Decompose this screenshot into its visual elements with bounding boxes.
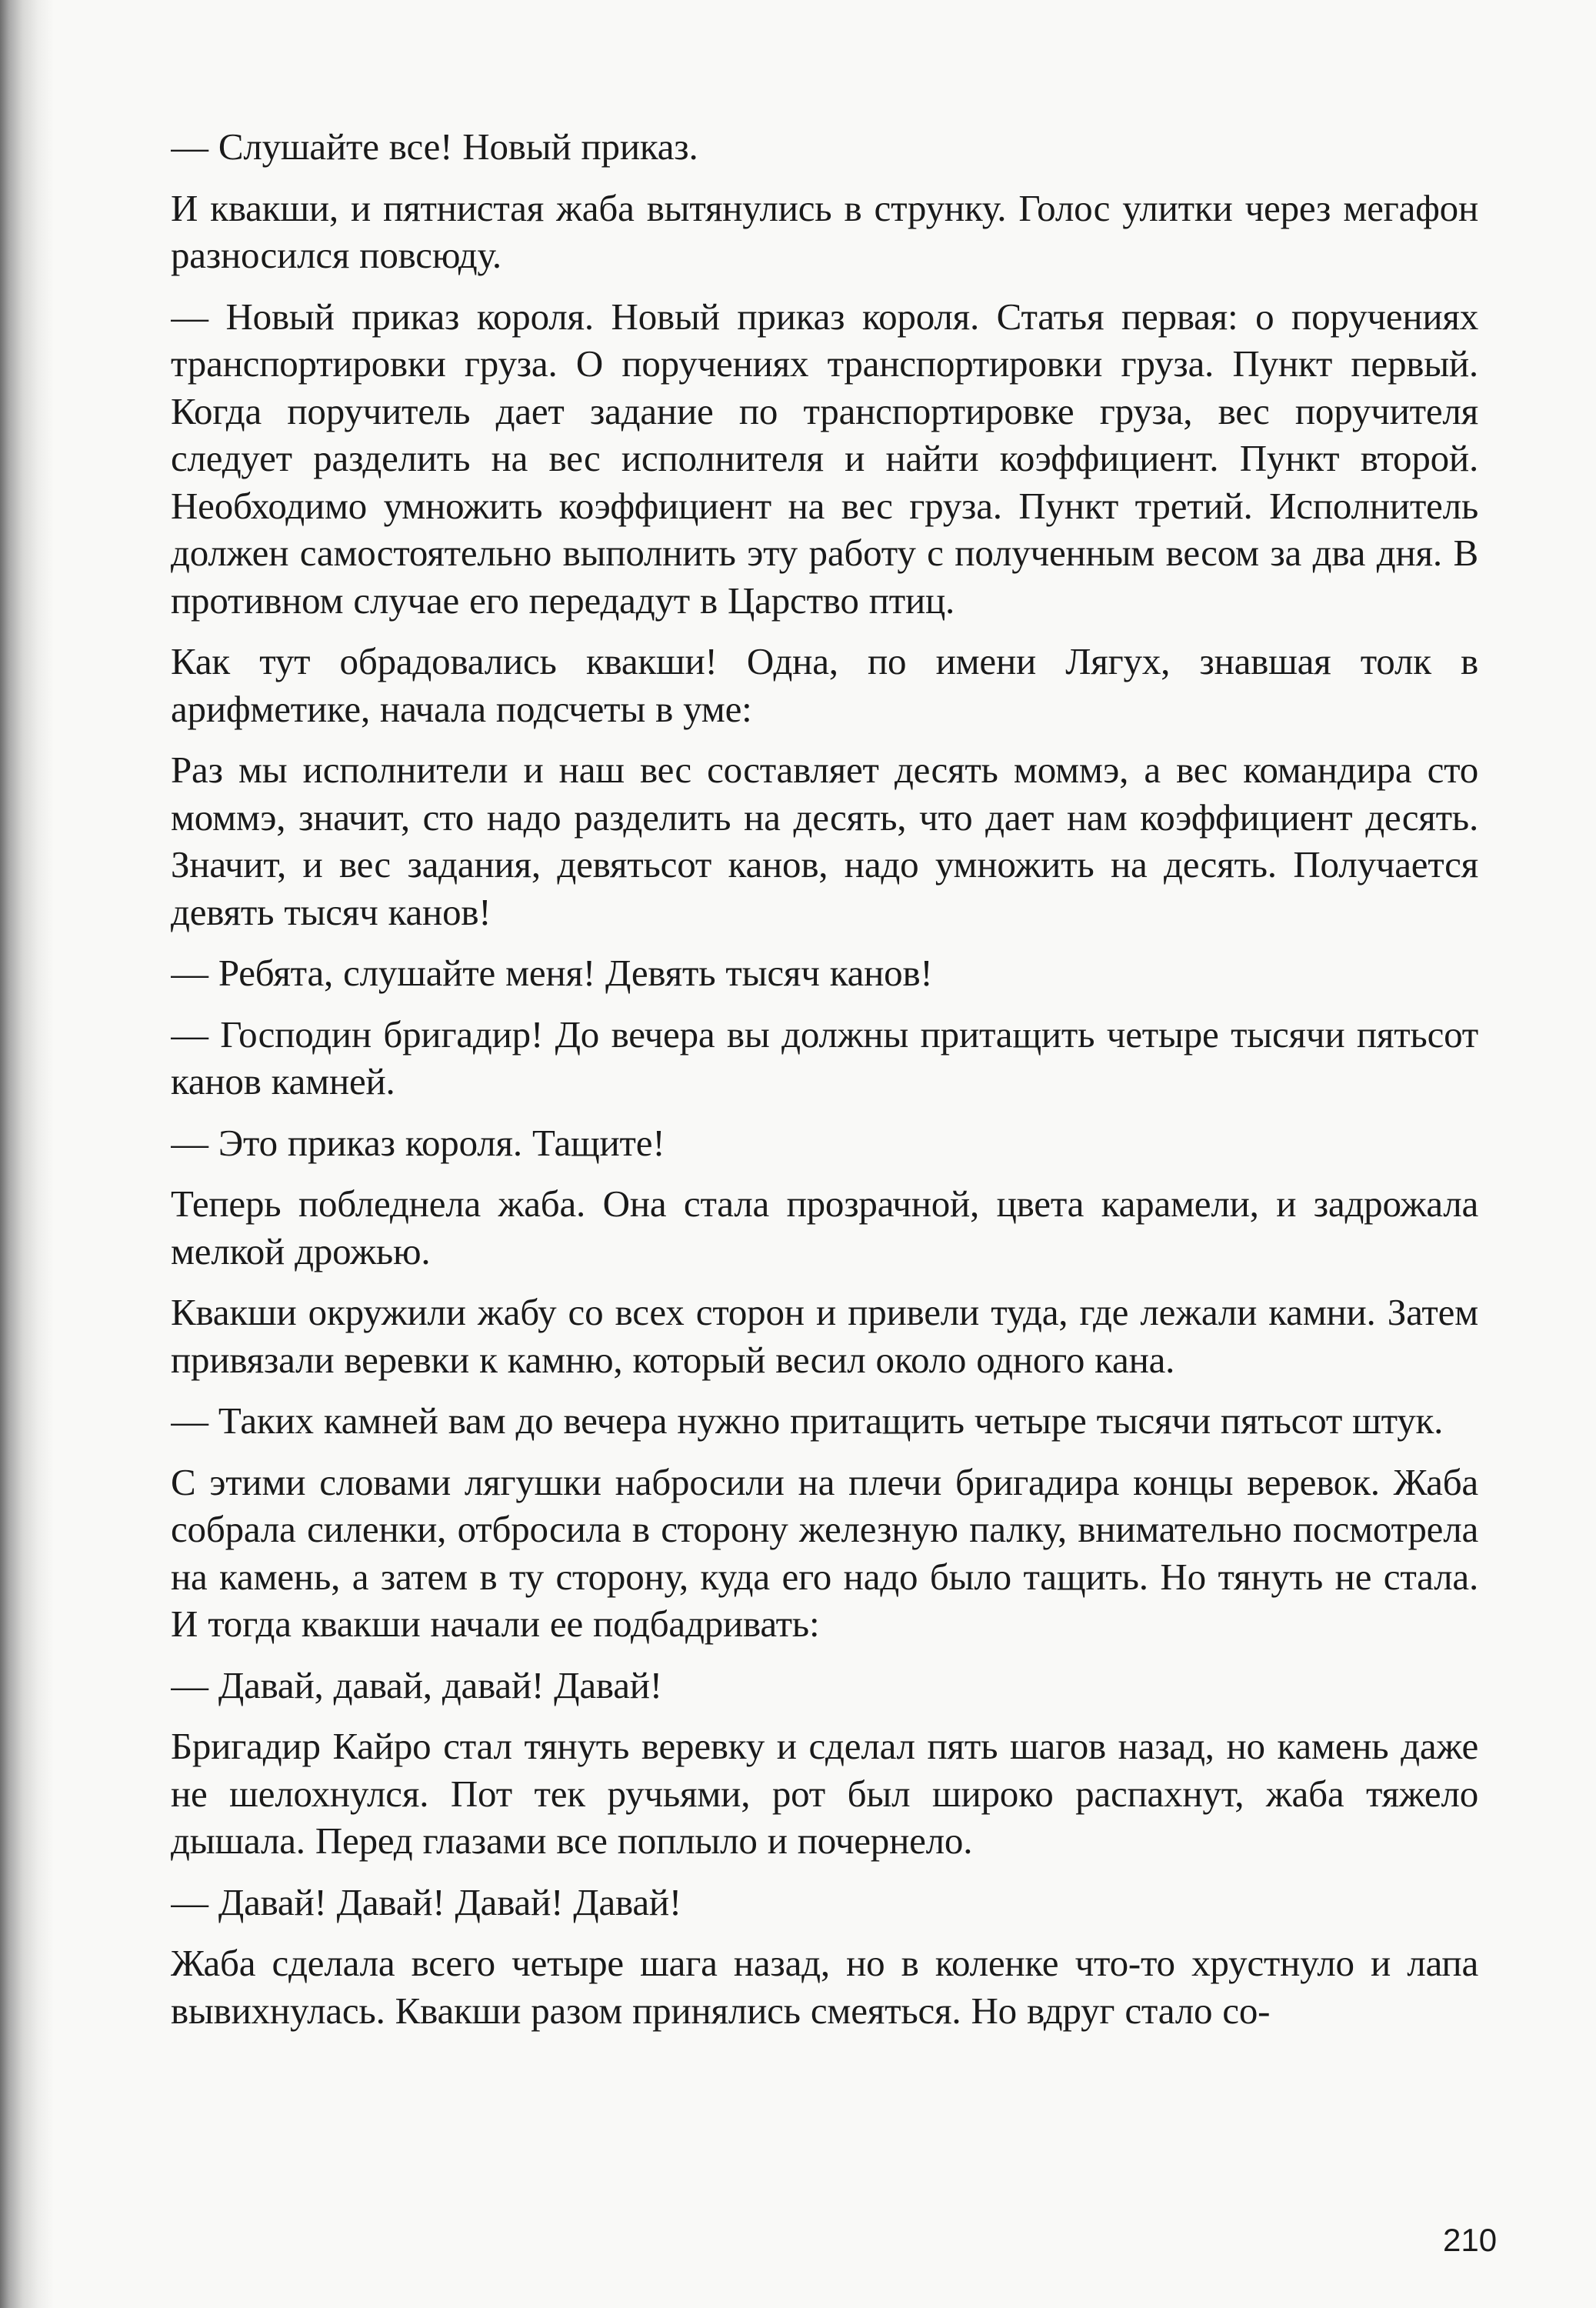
paragraph: Бригадир Кайро стал тянуть веревку и сделал пять шагов назад, но камень даже не шелохнулся. Пот тек ручьями, рот был широко распахнут, жаба тяжело дышала. Перед глазами все поплыло и почернело.	[171, 1725, 1478, 1862]
paragraph: — Таких камней вам до вечера нужно притащить четыре тысячи пятьсот штук.	[171, 1399, 1444, 1442]
paragraph: — Давай, давай, давай! Давай!	[171, 1663, 662, 1706]
paragraph: — Господин бригадир! До вечера вы должны притащить четыре тысячи пятьсот канов камней.	[171, 1012, 1478, 1102]
paragraph: — Давай! Давай! Давай! Давай!	[171, 1880, 682, 1923]
paragraph: Раз мы исполнители и наш вес составляет десять моммэ, а вес командира сто моммэ, значит, сто надо разделить на десять, что дает нам коэффициент десять. Значит, и вес задания, девятьсот канов, надо умножить на десять. Получается девять тысяч канов!	[171, 749, 1478, 933]
paragraph: — Новый приказ короля. Новый приказ короля. Статья первая: о поручениях транспортировки груза. О поручениях транспортировки груза. Пункт первый. Когда поручитель дает задание по транспортировке груза, вес поручителя следует разделить на вес исполнителя и найти коэффициент. Пункт второй. Необходимо умножить коэффициент на вес груза. Пункт третий. Исполнитель должен самостоятельно выполнить эту работу с полученным весом за два дня. В противном случае его передадут в Царство птиц.	[171, 295, 1478, 622]
paragraph: — Слушайте все! Новый приказ.	[171, 125, 698, 168]
page-number: 210	[1443, 2222, 1498, 2258]
paragraph: С этими словами лягушки набросили на плечи бригадира концы веревок. Жаба собрала силенки, отбросила в сторону железную палку, внимательно посмотрела на камень, а затем в ту сторону, куда его надо было тащить. Но тянуть не стала. И тогда квакши начали ее подбадривать:	[171, 1460, 1478, 1645]
paragraph: И квакши, и пятнистая жаба вытянулись в струнку. Голос улитки через мегафон разносился повсюду.	[171, 186, 1478, 276]
paragraph: Жаба сделала всего четыре шага назад, но в коленке что-то хрустнуло и лапа вывихнулась. Квакши разом принялись смеяться. Но вдруг стало со-	[171, 1942, 1478, 2032]
paragraph: Квакши окружили жабу со всех сторон и привели туда, где лежали камни. Затем привязали веревки к камню, который весил около одного кана.	[171, 1291, 1478, 1381]
paragraph: Как тут обрадовались квакши! Одна, по имени Лягух, знавшая толк в арифметике, начала подсчеты в уме:	[171, 640, 1478, 730]
paragraph: — Это приказ короля. Тащите!	[171, 1121, 665, 1164]
body-text	[171, 123, 1478, 2154]
binding-shadow	[0, 0, 54, 2308]
paragraph: Теперь побледнела жаба. Она стала прозрачной, цвета карамели, и задрожала мелкой дрожью.	[171, 1182, 1478, 1272]
paragraph: — Ребята, слушайте меня! Девять тысяч канов!	[171, 952, 933, 994]
